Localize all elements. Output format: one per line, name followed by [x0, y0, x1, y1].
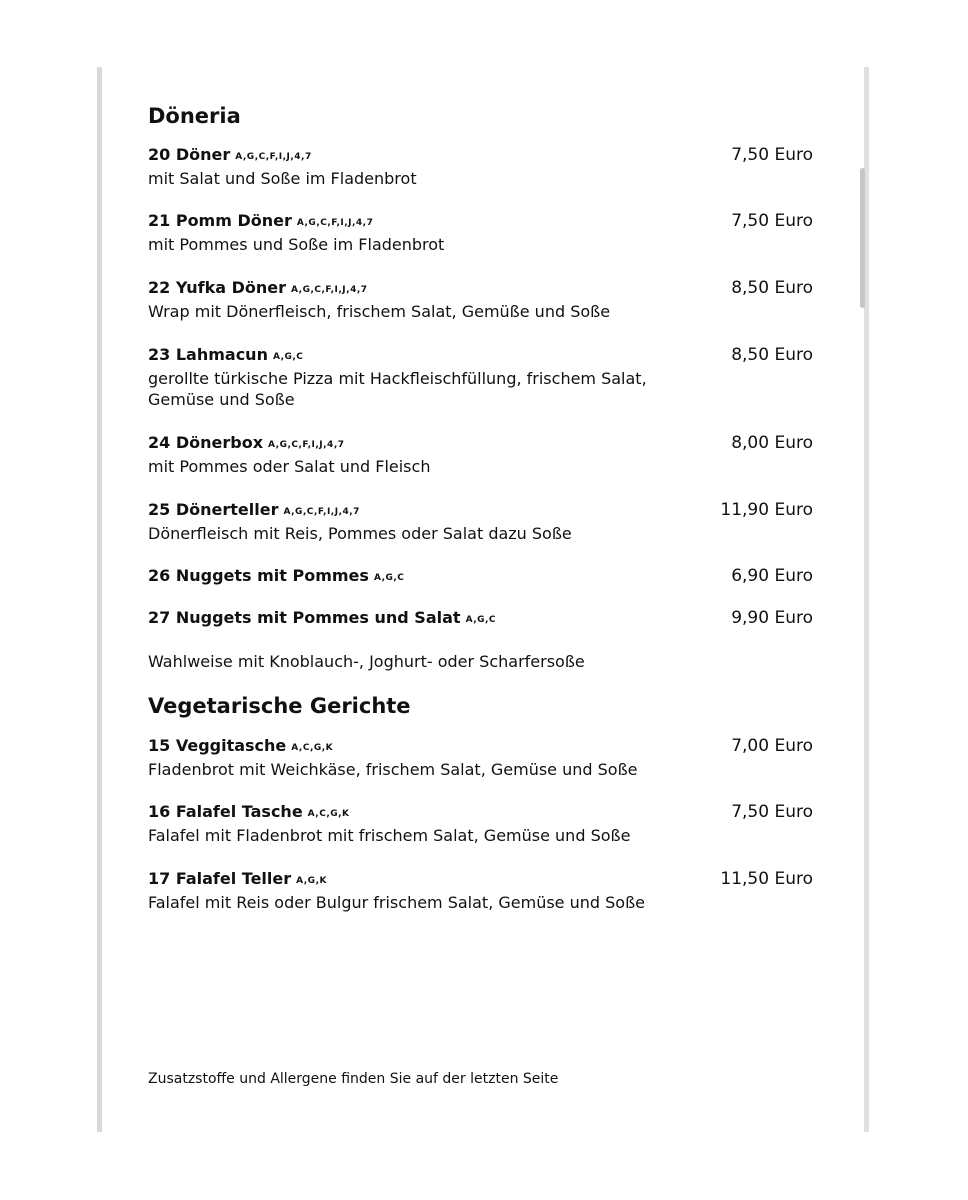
item-description: mit Pommes oder Salat und Fleisch — [148, 457, 431, 476]
menu-item — [148, 144, 813, 189]
item-description: Dönerfleisch mit Reis, Pommes oder Salat dazu Soße — [148, 524, 572, 543]
item-price: 6,90 Euro — [731, 566, 813, 586]
menu-item — [148, 210, 813, 255]
item-name: 23 Lahmacun — [148, 345, 268, 364]
item-price: 7,00 Euro — [731, 736, 813, 756]
item-description: Falafel mit Fladenbrot mit frischem Salat, Gemüse und Soße — [148, 826, 631, 845]
item-price: 9,90 Euro — [731, 608, 813, 628]
item-allergens: A,G,C,F,I,J,4,7 — [291, 285, 368, 295]
item-allergens: A,G,K — [296, 876, 327, 886]
menu-item — [148, 801, 813, 846]
item-description: gerollte türkische Pizza mit Hackfleischfüllung, frischem Salat, Gemüse und Soße — [148, 369, 647, 409]
menu-item — [148, 868, 813, 913]
sauce-note: Wahlweise mit Knoblauch-, Joghurt- oder Scharfersoße — [148, 652, 585, 671]
item-price: 7,50 Euro — [731, 802, 813, 822]
menu-item — [148, 735, 813, 780]
item-description: mit Salat und Soße im Fladenbrot — [148, 169, 417, 188]
item-description: Wrap mit Dönerfleisch, frischem Salat, Gemüße und Soße — [148, 302, 611, 321]
item-allergens: A,C,G,K — [291, 743, 334, 753]
item-price: 8,50 Euro — [731, 345, 813, 365]
scrollbar-thumb[interactable] — [860, 168, 865, 308]
item-name: 16 Falafel Tasche — [148, 802, 303, 821]
item-name: 27 Nuggets mit Pommes und Salat — [148, 608, 461, 627]
section-title-vegetarian: Vegetarische Gerichte — [148, 694, 411, 718]
item-price: 8,00 Euro — [731, 433, 813, 453]
item-description: Fladenbrot mit Weichkäse, frischem Salat, Gemüse und Soße — [148, 760, 638, 779]
menu-item — [148, 432, 813, 477]
item-allergens: A,G,C,F,I,J,4,7 — [283, 507, 360, 517]
menu-item — [148, 499, 813, 544]
page-edge-left — [97, 67, 102, 1132]
item-name: 17 Falafel Teller — [148, 869, 292, 888]
section-title-doeneria: Döneria — [148, 104, 241, 128]
menu-item — [148, 565, 813, 589]
item-name: 21 Pomm Döner — [148, 211, 292, 230]
item-allergens: A,G,C — [272, 352, 304, 362]
item-description: mit Pommes und Soße im Fladenbrot — [148, 235, 445, 254]
allergen-footer-note: Zusatzstoffe und Allergene finden Sie auf der letzten Seite — [148, 1071, 559, 1087]
item-allergens: A,G,C,F,I,J,4,7 — [296, 218, 374, 228]
item-name: 25 Dönerteller — [148, 500, 279, 519]
item-name: 22 Yufka Döner — [148, 278, 287, 297]
item-allergens: A,G,C — [373, 573, 405, 583]
item-allergens: A,G,C,F,I,J,4,7 — [235, 152, 312, 162]
item-name: 24 Dönerbox — [148, 433, 264, 452]
item-name: 20 Döner — [148, 145, 231, 164]
menu-item — [148, 344, 813, 410]
item-allergens: A,G,C,F,I,J,4,7 — [268, 440, 345, 450]
menu-content — [148, 100, 813, 913]
item-price: 8,50 Euro — [731, 278, 813, 298]
item-allergens: A,C,G,K — [307, 809, 350, 819]
item-name: 26 Nuggets mit Pommes — [148, 566, 369, 585]
item-price: 11,90 Euro — [720, 500, 813, 520]
item-price: 7,50 Euro — [731, 145, 813, 165]
menu-item — [148, 607, 813, 631]
item-allergens: A,G,C — [465, 615, 497, 625]
item-price: 7,50 Euro — [731, 211, 813, 231]
item-name: 15 Veggitasche — [148, 736, 287, 755]
item-description: Falafel mit Reis oder Bulgur frischem Salat, Gemüse und Soße — [148, 893, 645, 912]
item-price: 11,50 Euro — [720, 869, 813, 889]
menu-item — [148, 277, 813, 322]
